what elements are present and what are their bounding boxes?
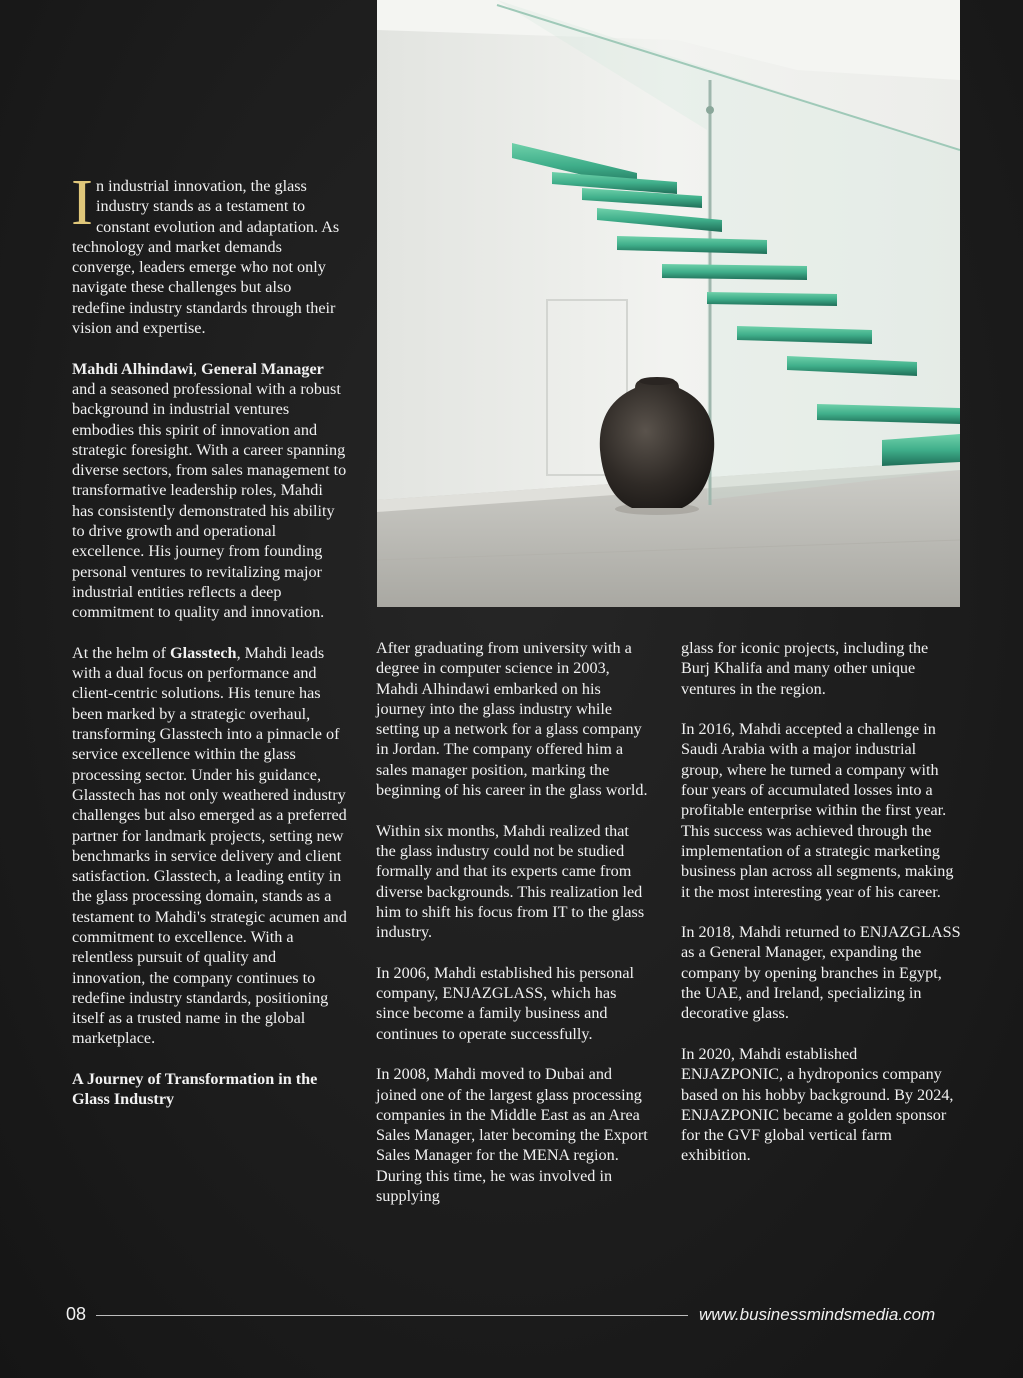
drop-cap: I <box>71 166 93 239</box>
paragraph: In 2018, Mahdi returned to ENJAZGLASS as a General Manager, expanding the company by opening branches in Egypt, the UAE, and Ireland, specializing in decorative glass. <box>681 923 961 1023</box>
paragraph: In 2008, Mahdi moved to Dubai and joined one of the largest glass processing companies in the Middle East as an Area Sales Manager, later becoming the Export Sales Manager for the MENA region. During this time, he was involved in supplying <box>376 1065 648 1206</box>
paragraph: Within six months, Mahdi realized that the glass industry could not be studied formally and that its experts came from diverse backgrounds. This realization led him to shift his focus from IT to the glass industry. <box>376 821 645 942</box>
paragraph: In 2016, Mahdi accepted a challenge in Saudi Arabia with a major industrial group, where he turned a company with four years of accumulated losses into a profitable enterprise within the first year. This success was achieved through the implementation of a strategic marketing business plan across all segments, making it the most interesting year of his career. <box>681 720 954 901</box>
profile-text: and a seasoned professional with a robust background in industrial ventures embodies this spirit of innovation and strategic foresight. With a career spanning diverse sectors, from sales management to transformative leadership roles, Mahdi has consistently demonstrated his ability to drive growth and operational excellence. His journey from founding personal ventures to revitalizing major industrial entities reflects a deep commitment to quality and innovation. <box>72 379 347 622</box>
paragraph: glass for iconic projects, including the Burj Khalifa and many other unique ventures in the region. <box>681 639 929 698</box>
paragraph: In 2020, Mahdi established ENJAZPONIC, a hydroponics company based on his hobby background. By 2024, ENJAZPONIC became a golden sponsor for the GVF global vertical farm exhibition. <box>681 1044 954 1165</box>
person-name: Mahdi Alhindawi <box>72 359 194 378</box>
article-column-3 <box>681 638 961 1186</box>
company-intro: At the helm of <box>72 643 171 662</box>
punctuation: , <box>193 359 202 378</box>
paragraph: In 2006, Mahdi established his personal company, ENJAZGLASS, which has since become a family business and continues to operate successfully. <box>376 963 635 1043</box>
footer-divider <box>96 1315 688 1316</box>
company-paragraph <box>72 643 348 1049</box>
person-title: General Manager <box>201 359 324 378</box>
company-name: Glasstech <box>170 643 237 662</box>
intro-text: n industrial innovation, the glass industry stands as a testament to constant evolution and adaptation. As technology and market demands converge, leaders emerge who not only navigate these challenges but also redefine industry standards through their vision and expertise. <box>72 177 340 338</box>
company-text: , Mahdi leads with a dual focus on performance and client-centric solutions. His tenure has been marked by a strategic overhaul, transforming Glasstech into a pinnacle of service excellence within the glass processing sector. Under his guidance, Glasstech has not only weathered industry challenges but also emerged as a preferred partner for landmark projects, setting new benchmarks in service delivery and client satisfaction. Glasstech, a leading entity in the glass processing domain, stands as a testament to Mahdi's strategic acumen and commitment to excellence. With a relentless pursuit of quality and innovation, the company continues to redefine industry standards, positioning itself as a trusted name in the global marketplace. <box>72 643 347 1048</box>
article-column-1 <box>71 166 348 1130</box>
section-heading: A Journey of Transformation in the Glass Industry <box>72 1070 318 1109</box>
page-number: 08 <box>66 1304 87 1324</box>
article-column-2 <box>376 638 648 1227</box>
website-link[interactable]: www.businessmindsmedia.com <box>699 1305 936 1324</box>
intro-paragraph <box>71 166 348 338</box>
profile-paragraph <box>72 359 348 623</box>
paragraph: After graduating from university with a degree in computer science in 2003, Mahdi Alhindawi embarked on his journey into the glass industry while setting up a network for a glass company in Jordan. The company offered him a sales manager position, marking the beginning of his career in the glass world. <box>376 639 648 800</box>
glass-staircase-photo <box>377 0 960 607</box>
